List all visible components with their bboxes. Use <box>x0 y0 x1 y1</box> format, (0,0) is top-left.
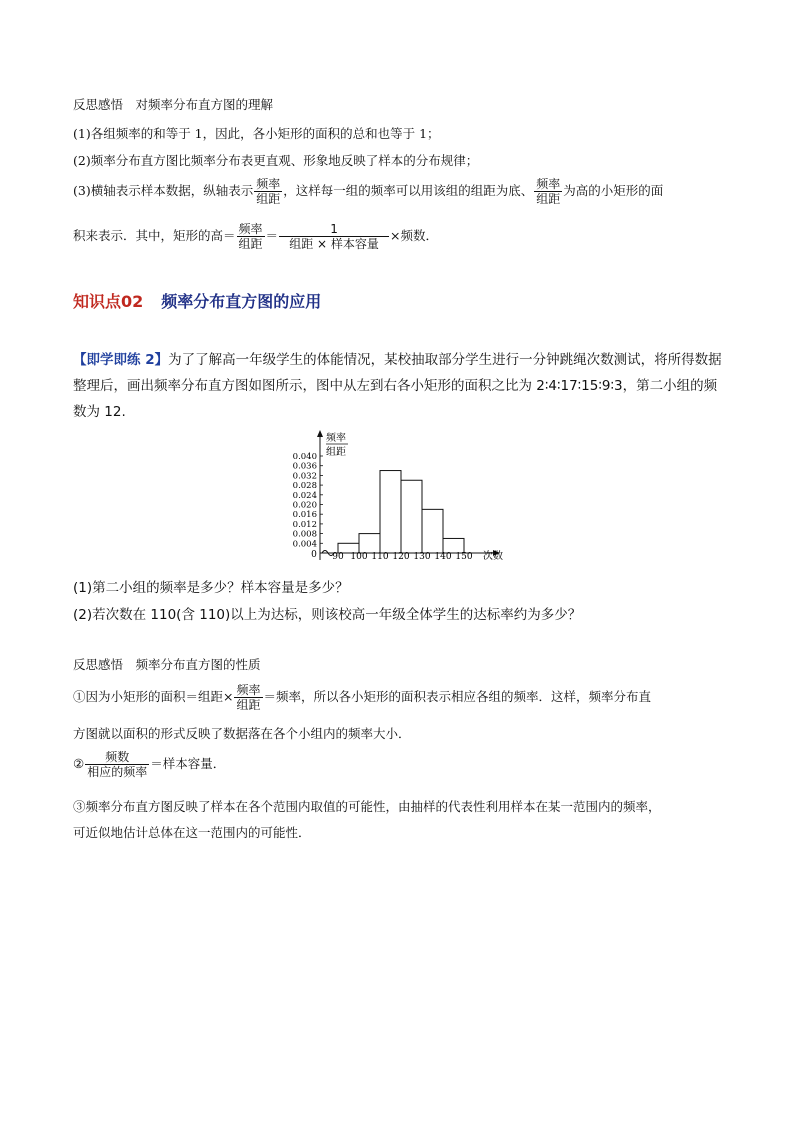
fraction-numerator: 频率 <box>256 177 281 191</box>
fraction-denominator: 组距 × 样本容量 <box>289 237 379 251</box>
fraction-denominator: 组距 <box>536 192 561 206</box>
reflection-item-4 <box>73 222 438 251</box>
fraction-count-over-frequency <box>85 750 149 779</box>
fraction-freq-over-width <box>237 222 265 251</box>
text-segment: (3)横轴表示样本数据，纵轴表示 <box>73 183 254 198</box>
fraction-numerator: 频数 <box>85 750 149 765</box>
y-label-denominator: 组距 <box>326 447 346 458</box>
reflection-item-2: (2)频率分布直方图比频率分布表更直观、形象地反映了样本的分布规律； <box>73 153 479 168</box>
x-tick-label: 120 <box>392 552 410 562</box>
fraction-freq-over-width <box>534 177 562 206</box>
fraction-freq-over-width <box>254 177 282 206</box>
text-segment: ，这样每一组的频率可以用该组的组距为底、 <box>283 183 534 198</box>
x-tick-label: 110 <box>371 552 389 562</box>
text-segment: ＝ <box>265 228 279 243</box>
question-1: (1)第二小组的频率是多少？样本容量是多少？ <box>73 580 349 596</box>
exercise-tag: 【即学即练 2】 <box>73 352 169 368</box>
y-tick-label: 0.032 <box>292 471 317 482</box>
histogram-bar <box>401 480 422 553</box>
text-segment: ①因为小矩形的面积＝组距× <box>73 689 234 704</box>
text-segment: ＝样本容量． <box>150 756 226 771</box>
y-tick-label: 0.004 <box>292 539 317 550</box>
reflection-heading-2: 反思感悟 频率分布直方图的性质 <box>73 657 261 672</box>
fraction-denominator: 组距 <box>256 192 281 206</box>
y-tick-label: 0.012 <box>292 519 317 530</box>
property-3-line-1: ③频率分布直方图反映了样本在各个范围内取值的可能性，由抽样的代表性利用样本在某一范围内的频率， <box>73 799 661 814</box>
question-2: (2)若次数在 110(含 110)以上为达标，则该校高一年级全体学生的达标率约为多少？ <box>73 607 582 623</box>
y-tick-label: 0.008 <box>292 529 317 540</box>
section-heading: 频率分布直方图的应用 <box>161 292 322 311</box>
exercise-paragraph <box>73 347 723 425</box>
y-tick-label: 0.040 <box>292 452 317 462</box>
reflection-item-1: (1)各组频率的和等于 1，因此，各小矩形的面积的总和也等于 1； <box>73 126 440 141</box>
histogram-bar <box>380 471 401 553</box>
fraction-denominator: 相应的频率 <box>87 765 148 779</box>
histogram-bar <box>359 534 380 553</box>
y-tick-label: 0.016 <box>292 510 317 521</box>
fraction-numerator: 1 <box>279 222 389 237</box>
x-tick-label: 130 <box>413 552 431 562</box>
x-tick-label: 90 <box>332 552 344 562</box>
property-1-line-2: 方图就以面积的形式反映了数据落在各个小组内的频率大小． <box>73 726 411 741</box>
section-number: 知识点02 <box>73 292 144 311</box>
text-segment: ×频数． <box>390 228 439 243</box>
y-tick-label: 0.028 <box>292 481 317 492</box>
x-tick-label: 140 <box>434 552 452 562</box>
fraction-denominator: 组距 <box>238 237 263 251</box>
fraction-denominator: 组距 <box>236 698 261 712</box>
exercise-text: 为了了解高一年级学生的体能情况，某校抽取部分学生进行一分钟跳绳次数测试，将所得数据整理后，画出频率分布直方图如图所示，图中从左到右各小矩形的面积之比为 2∶4∶17∶15∶9∶3，第二小组的频数为 12. <box>73 352 722 420</box>
histogram-bar <box>443 538 464 553</box>
frequency-histogram <box>280 426 520 566</box>
origin-label: 0 <box>311 550 317 560</box>
x-tick-label: 150 <box>455 552 473 562</box>
section-title <box>73 289 321 312</box>
y-tick-label: 0.020 <box>292 500 317 511</box>
x-tick-label: 100 <box>350 552 368 562</box>
fraction-numerator: 频率 <box>236 683 261 697</box>
text-segment: 为高的小矩形的面 <box>563 183 664 198</box>
y-tick-label: 0.036 <box>292 461 317 472</box>
x-axis-label: 次数 <box>483 551 503 562</box>
text-segment: ② <box>73 756 85 771</box>
reflection-item-3 <box>73 177 663 206</box>
property-2 <box>73 750 225 779</box>
reflection-heading-1: 反思感悟 对频率分布直方图的理解 <box>73 97 274 112</box>
fraction-numerator: 频率 <box>536 177 561 191</box>
property-1-line-1 <box>73 683 651 712</box>
histogram-bar <box>422 509 443 553</box>
fraction-one-over-product <box>279 222 389 251</box>
y-label-numerator: 频率 <box>326 433 346 444</box>
fraction-freq-over-width <box>234 683 262 712</box>
property-3-line-2: 可近似地估计总体在这一范围内的可能性． <box>73 825 311 840</box>
y-axis-arrow <box>317 430 323 437</box>
text-segment: ＝频率，所以各小矩形的面积表示相应各组的频率．这样，频率分布直 <box>263 689 652 704</box>
fraction-numerator: 频率 <box>238 222 263 236</box>
text-segment: 积来表示．其中，矩形的高＝ <box>73 228 236 243</box>
y-tick-label: 0.024 <box>292 490 317 501</box>
